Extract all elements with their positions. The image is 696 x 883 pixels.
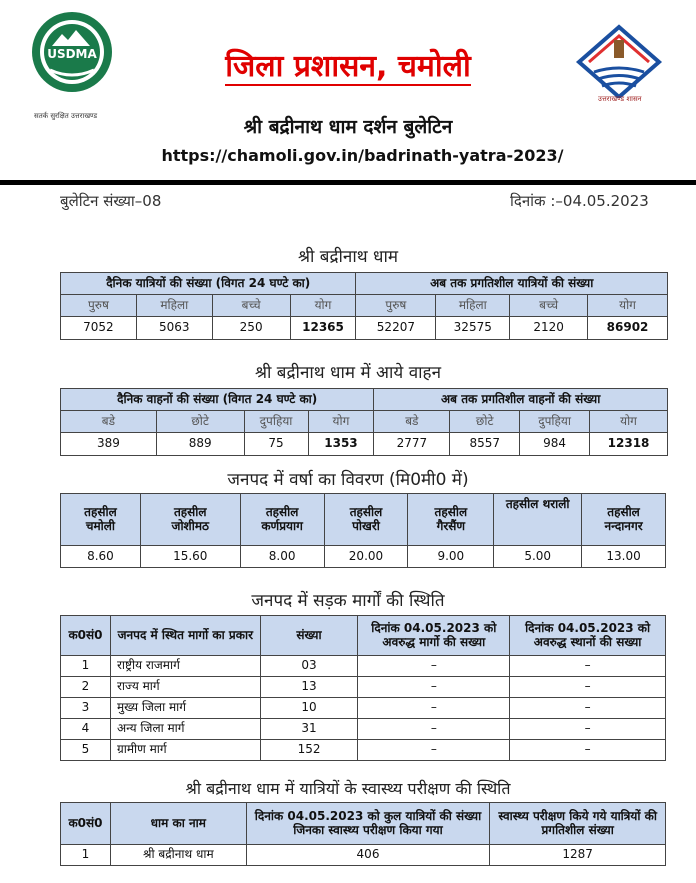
column-header: पुरुष [61,295,137,317]
bulletin-date: दिनांक :–04.05.2023 [510,192,649,210]
table-cell: 7052 [61,317,137,340]
table-row [61,719,666,740]
table-cell-total: 1353 [308,433,374,456]
table-cell: 75 [244,433,308,456]
table-cell: 9.00 [408,546,494,568]
table-cell: 406 [246,845,490,866]
table-cell: – [510,698,666,719]
table-cell: – [358,677,510,698]
table-cell: 03 [260,656,358,677]
table-cell: 8.00 [240,546,324,568]
rain-column-header: तहसील चमोली [61,494,141,546]
rain-column-header: तहसील नन्दानगर [582,494,666,546]
column-header: छोटे [450,411,520,433]
column-header: स्वास्थ्य परीक्षण किये गये यात्रियों की प्रगतिशील संख्या [490,803,666,845]
rain-column-header: तहसील जोशीमठ [140,494,240,546]
column-header: योग [588,295,668,317]
column-header: योग [308,411,374,433]
table-cell: अन्य जिला मार्ग [110,719,260,740]
column-header: दिनांक 04.05.2023 को अवरुद्ध स्थानों की सख्या [510,616,666,656]
rainfall-table [60,493,666,568]
column-header: क0सं0 [61,803,111,845]
table-row [61,845,666,866]
pilgrims-table [60,272,668,340]
column-header: योग [590,411,668,433]
section-heading-health: श्री बद्रीनाथ धाम में यात्रियों के स्वास्थ्य परीक्षण की स्थिति [185,779,511,798]
table-cell: 13 [260,677,358,698]
bulletin-subtitle: श्री बद्रीनाथ धाम दर्शन बुलेटिन [243,116,453,138]
table-cell: – [510,656,666,677]
table-cell: 5063 [136,317,212,340]
column-header: संख्या [260,616,358,656]
table-cell: 1 [61,845,111,866]
logo-text: USDMA [47,47,97,61]
cumulative-pilgrims-header: अब तक प्रगतिशील यात्रियों की संख्या [356,273,668,295]
page-title: जिला प्रशासन, चमोली [225,49,471,84]
rain-column-header: तहसील थराली [494,494,582,546]
rain-column-header: तहसील कर्णप्रयाग [240,494,324,546]
column-header: योग [290,295,356,317]
column-header: धाम का नाम [110,803,246,845]
table-cell: 8.60 [61,546,141,568]
column-header: महिला [136,295,212,317]
column-header: दिनांक 04.05.2023 को अवरुद्ध मार्गो की सख्या [358,616,510,656]
table-cell: 2 [61,677,111,698]
table-cell: श्री बद्रीनाथ धाम [110,845,246,866]
daily-vehicles-header: दैनिक वाहनों की संख्या (विगत 24 घण्टे का) [61,389,374,411]
rain-column-header: तहसील पोखरी [324,494,408,546]
daily-pilgrims-header: दैनिक यात्रियों की संख्या (विगत 24 घण्टे का) [61,273,356,295]
bulletin-number: बुलेटिन संख्या–08 [60,192,162,210]
column-header: दिनांक 04.05.2023 को कुल यात्रियों की संख्या जिनका स्वास्थ्य परीक्षण किया गया [246,803,490,845]
column-header: बच्चे [510,295,588,317]
table-cell: – [358,698,510,719]
table-cell: मुख्य जिला मार्ग [110,698,260,719]
logo-left-caption: सतर्क सुरक्षित उत्तराखण्ड [34,112,98,120]
table-cell: 3 [61,698,111,719]
table-cell: 32575 [436,317,510,340]
website-url[interactable]: https://chamoli.gov.in/badrinath-yatra-2023/ [161,146,564,165]
table-row [61,656,666,677]
table-cell: – [510,719,666,740]
table-cell: 250 [212,317,290,340]
table-cell: 52207 [356,317,436,340]
table-row [61,740,666,761]
roads-table [60,615,666,761]
table-cell: 31 [260,719,358,740]
cumulative-vehicles-header: अब तक प्रगतिशील वाहनों की संख्या [374,389,668,411]
column-header: पुरुष [356,295,436,317]
table-cell: 2120 [510,317,588,340]
column-header: बडे [374,411,450,433]
column-header: क0सं0 [61,616,111,656]
table-cell: – [358,656,510,677]
table-cell: 5 [61,740,111,761]
health-table [60,802,666,866]
table-row [61,698,666,719]
table-cell: राष्ट्रीय राजमार्ग [110,656,260,677]
table-cell: – [358,719,510,740]
table-cell: 1287 [490,845,666,866]
table-cell: – [510,740,666,761]
divider [0,180,696,185]
table-cell: 8557 [450,433,520,456]
column-header: महिला [436,295,510,317]
table-cell: ग्रामीण मार्ग [110,740,260,761]
table-cell: 152 [260,740,358,761]
table-cell: 389 [61,433,157,456]
vehicles-table [60,388,668,456]
table-cell: – [510,677,666,698]
section-heading-roads: जनपद में सड़क मार्गों की स्थिति [251,591,445,611]
table-cell: – [358,740,510,761]
table-cell: 15.60 [140,546,240,568]
section-heading-vehicles: श्री बद्रीनाथ धाम में आये वाहन [254,363,442,383]
table-cell: राज्य मार्ग [110,677,260,698]
column-header: जनपद में स्थित मार्गो का प्रकार [110,616,260,656]
table-cell: 10 [260,698,358,719]
logo-right-caption: उत्तराखण्ड शासन [598,95,642,103]
column-header: छोटे [156,411,244,433]
table-cell: 984 [520,433,590,456]
column-header: दुपहिया [520,411,590,433]
column-header: दुपहिया [244,411,308,433]
section-heading-rainfall: जनपद में वर्षा का विवरण (मि0मी0 में) [227,470,469,490]
table-cell: 20.00 [324,546,408,568]
table-cell: 5.00 [494,546,582,568]
table-cell: 13.00 [582,546,666,568]
table-row [61,677,666,698]
table-cell: 2777 [374,433,450,456]
table-cell: 1 [61,656,111,677]
rain-column-header: तहसील गैरसैंण [408,494,494,546]
table-cell-total: 12318 [590,433,668,456]
column-header: बडे [61,411,157,433]
column-header: बच्चे [212,295,290,317]
table-cell: 889 [156,433,244,456]
table-cell-total: 12365 [290,317,356,340]
table-cell-total: 86902 [588,317,668,340]
table-cell: 4 [61,719,111,740]
section-heading-pilgrims: श्री बद्रीनाथ धाम [297,247,399,267]
